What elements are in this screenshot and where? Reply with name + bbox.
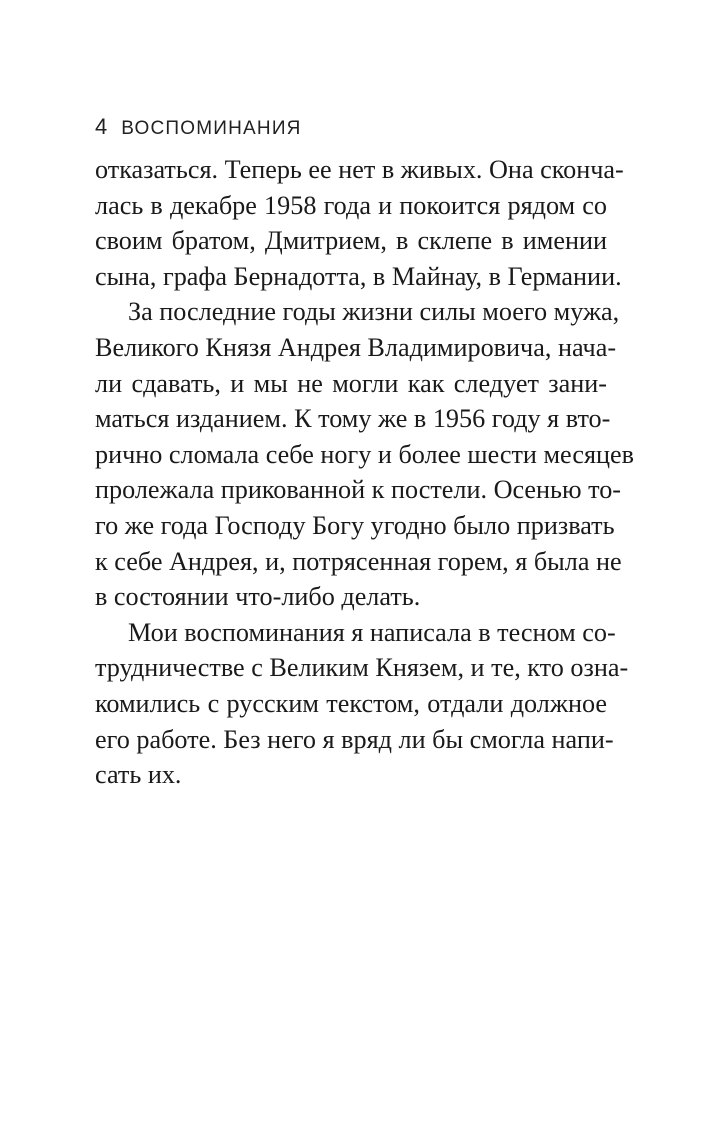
text-line: пролежала прикованной к постели. Осенью то- xyxy=(95,475,622,505)
page-number: 4 xyxy=(95,114,108,139)
paragraph-2 xyxy=(95,294,634,614)
paragraph-3 xyxy=(95,615,629,793)
section-title: ВОСПОМИНАНИЯ xyxy=(121,118,302,139)
text-line: Мои воспоминания я написала в тесном со- xyxy=(128,617,616,647)
text-line: ли сдавать, и мы не могли как следует зани- xyxy=(95,368,607,398)
body-text xyxy=(95,152,634,793)
text-line: За последние годы жизни силы моего мужа, xyxy=(128,297,620,327)
paragraph-1 xyxy=(95,152,624,294)
text-line: рично сломала себе ногу и более шести месяцев xyxy=(95,439,634,469)
text-line: лась в декабре 1958 года и покоится рядом со xyxy=(95,190,607,220)
text-line: сать их. xyxy=(95,760,182,790)
text-line: к себе Андрея, и, потрясенная горем, я была не xyxy=(95,546,622,576)
text-line: комились с русским текстом, отдали должное xyxy=(95,688,607,718)
text-line: в состоянии что-либо делать. xyxy=(95,582,421,612)
text-line: трудничестве с Великим Князем, и те, кто озна- xyxy=(95,653,629,683)
text-line: отказаться. Теперь ее нет в живых. Она сконча- xyxy=(95,155,624,184)
text-line: го же года Господу Богу угодно было призвать xyxy=(95,510,615,540)
text-line: своим братом, Дмитрием, в склепе в имении xyxy=(95,226,607,256)
text-line: его работе. Без него я вряд ли бы смогла напи- xyxy=(95,724,614,754)
running-head xyxy=(95,114,302,144)
text-line: сына, графа Бернадотта, в Майнау, в Германии. xyxy=(95,261,622,291)
text-line: маться изданием. К тому же в 1956 году я вто- xyxy=(95,404,611,434)
text-line: Великого Князя Андрея Владимировича, нача- xyxy=(95,332,617,362)
